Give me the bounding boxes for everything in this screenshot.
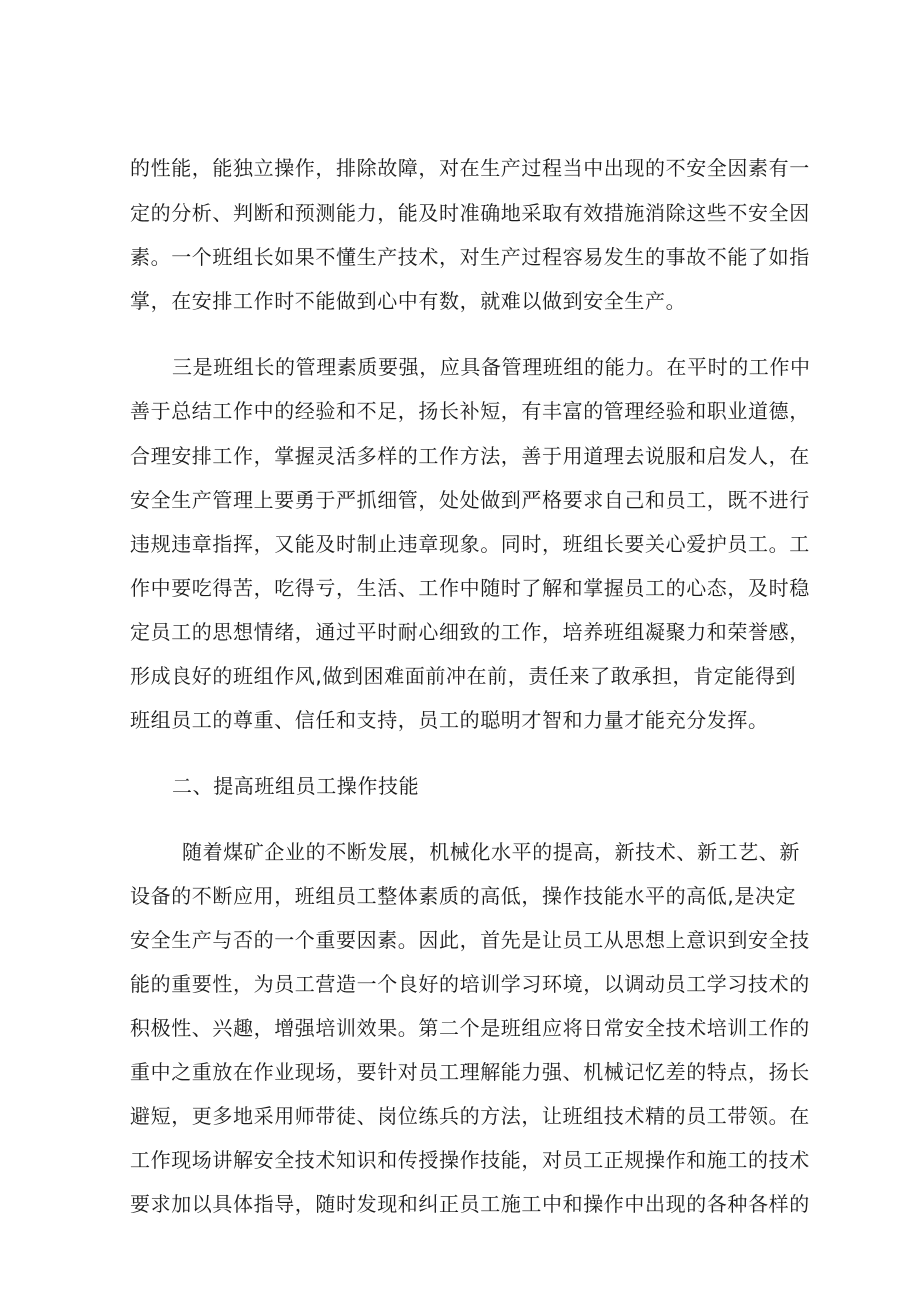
paragraph-2-line-2: 善于总结工作中的经验和不足，扬长补短，有丰富的管理经验和职业道德， <box>130 399 810 423</box>
paragraph-3-line-6: 重中之重放在作业现场，要针对员工理解能力强、机械记忆差的特点，扬长 <box>130 1060 810 1084</box>
paragraph-3-line-4: 能的重要性，为员工营造一个良好的培训学习环境，以调动员工学习技术的 <box>130 972 810 996</box>
paragraph-3-line-5: 积极性、兴趣，增强培训效果。第二个是班组应将日常安全技术培训工作的 <box>130 1016 810 1040</box>
paragraph-1-line-3: 素。一个班组长如果不懂生产技术，对生产过程容易发生的事故不能了如指 <box>130 245 810 269</box>
paragraph-2-line-1: 三是班组长的管理素质要强，应具备管理班组的能力。在平时的工作中 <box>172 355 811 379</box>
paragraph-3-line-2: 设备的不断应用，班组员工整体素质的高低，操作技能水平的高低,是决定 <box>130 884 797 908</box>
paragraph-3-line-7: 避短，更多地采用师带徒、岗位练兵的方法，让班组技术精的员工带领。在 <box>130 1104 810 1128</box>
paragraph-2-line-8: 形成良好的班组作风,做到困难面前冲在前，责任来了敢承担，肯定能得到 <box>130 664 797 688</box>
paragraph-2-line-9: 班组员工的尊重、信任和支持，员工的聪明才智和力量才能充分发挥。 <box>130 708 769 732</box>
paragraph-2-line-7: 定员工的思想情绪，通过平时耐心细致的工作，培养班组凝聚力和荣誉感， <box>130 620 810 644</box>
paragraph-2-line-4: 安全生产管理上要勇于严抓细管，处处做到严格要求自己和员工，既不进行 <box>130 488 810 512</box>
paragraph-1-line-1: 的性能，能独立操作，排除故障，对在生产过程当中出现的不安全因素有一 <box>130 156 810 180</box>
section-heading: 二、提高班组员工操作技能 <box>172 774 420 798</box>
paragraph-1-line-4: 掌，在安排工作时不能做到心中有数，就难以做到安全生产。 <box>130 289 687 313</box>
paragraph-2-line-6: 作中要吃得苦，吃得亏，生活、工作中随时了解和掌握员工的心态，及时稳 <box>130 576 810 600</box>
paragraph-2-line-5: 违规违章指挥，又能及时制止违章现象。同时，班组长要关心爱护员工。工 <box>130 532 810 556</box>
paragraph-1-line-2: 定的分析、判断和预测能力，能及时准确地采取有效措施消除这些不安全因 <box>130 201 810 225</box>
paragraph-3-line-3: 安全生产与否的一个重要因素。因此，首先是让员工从思想上意识到安全技 <box>130 928 810 952</box>
paragraph-2-line-3: 合理安排工作，掌握灵活多样的工作方法，善于用道理去说服和启发人，在 <box>130 444 810 468</box>
paragraph-3-line-8: 工作现场讲解安全技术知识和传授操作技能，对员工正规操作和施工的技术 <box>130 1148 810 1172</box>
paragraph-3-line-1: 随着煤矿企业的不断发展，机械化水平的提高，新技术、新工艺、新 <box>182 840 800 864</box>
paragraph-3-line-9: 要求加以具体指导，随时发现和纠正员工施工中和操作中出现的各种各样的 <box>130 1192 810 1216</box>
